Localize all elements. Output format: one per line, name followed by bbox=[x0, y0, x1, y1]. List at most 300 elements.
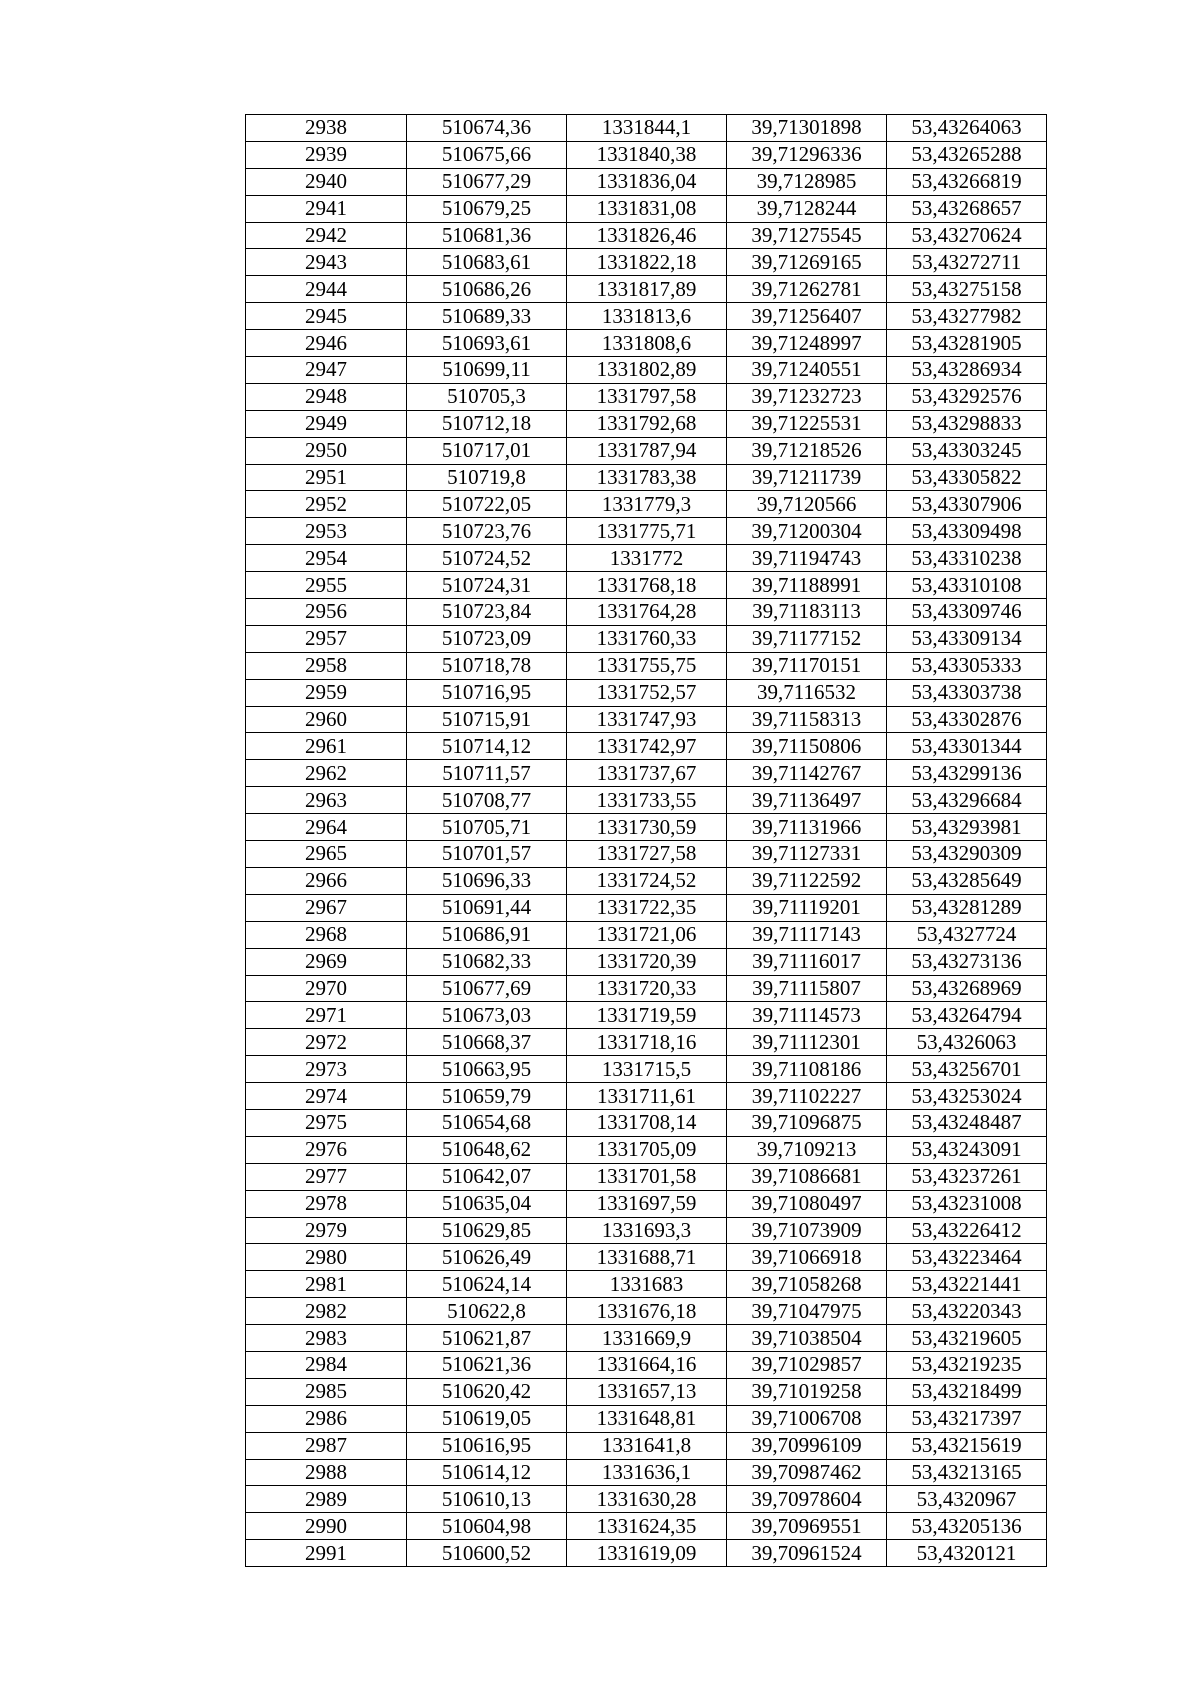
table-row bbox=[246, 948, 1047, 975]
x-coordinate-cell: 510654,68 bbox=[407, 1109, 567, 1136]
y-coordinate-cell: 1331701,58 bbox=[567, 1163, 727, 1190]
longitude-cell: 39,71232723 bbox=[727, 383, 887, 410]
y-coordinate-cell: 1331775,71 bbox=[567, 518, 727, 545]
y-coordinate-cell: 1331808,6 bbox=[567, 330, 727, 357]
x-coordinate-cell: 510616,95 bbox=[407, 1432, 567, 1459]
x-coordinate-cell: 510696,33 bbox=[407, 867, 567, 894]
longitude-cell: 39,71073909 bbox=[727, 1217, 887, 1244]
longitude-cell: 39,71142767 bbox=[727, 760, 887, 787]
latitude-cell: 53,43310238 bbox=[887, 545, 1047, 572]
y-coordinate-cell: 1331792,68 bbox=[567, 410, 727, 437]
longitude-cell: 39,71225531 bbox=[727, 410, 887, 437]
y-coordinate-cell: 1331727,58 bbox=[567, 841, 727, 868]
longitude-cell: 39,7128244 bbox=[727, 195, 887, 222]
table-row bbox=[246, 1190, 1047, 1217]
table-row bbox=[246, 303, 1047, 330]
table-row bbox=[246, 1486, 1047, 1513]
x-coordinate-cell: 510629,85 bbox=[407, 1217, 567, 1244]
point-number-cell: 2977 bbox=[246, 1163, 407, 1190]
latitude-cell: 53,43292576 bbox=[887, 383, 1047, 410]
y-coordinate-cell: 1331722,35 bbox=[567, 894, 727, 921]
y-coordinate-cell: 1331688,71 bbox=[567, 1244, 727, 1271]
table-row bbox=[246, 572, 1047, 599]
longitude-cell: 39,71117143 bbox=[727, 921, 887, 948]
y-coordinate-cell: 1331708,14 bbox=[567, 1109, 727, 1136]
point-number-cell: 2968 bbox=[246, 921, 407, 948]
y-coordinate-cell: 1331657,13 bbox=[567, 1378, 727, 1405]
table-row bbox=[246, 464, 1047, 491]
point-number-cell: 2979 bbox=[246, 1217, 407, 1244]
y-coordinate-cell: 1331711,61 bbox=[567, 1083, 727, 1110]
longitude-cell: 39,71275545 bbox=[727, 222, 887, 249]
point-number-cell: 2958 bbox=[246, 652, 407, 679]
point-number-cell: 2952 bbox=[246, 491, 407, 518]
latitude-cell: 53,43298833 bbox=[887, 410, 1047, 437]
longitude-cell: 39,71177152 bbox=[727, 625, 887, 652]
x-coordinate-cell: 510668,37 bbox=[407, 1029, 567, 1056]
point-number-cell: 2956 bbox=[246, 599, 407, 626]
latitude-cell: 53,43264794 bbox=[887, 1002, 1047, 1029]
table-row bbox=[246, 410, 1047, 437]
y-coordinate-cell: 1331669,9 bbox=[567, 1325, 727, 1352]
longitude-cell: 39,71102227 bbox=[727, 1083, 887, 1110]
point-number-cell: 2987 bbox=[246, 1432, 407, 1459]
x-coordinate-cell: 510723,09 bbox=[407, 625, 567, 652]
latitude-cell: 53,43302876 bbox=[887, 706, 1047, 733]
longitude-cell: 39,70978604 bbox=[727, 1486, 887, 1513]
latitude-cell: 53,43256701 bbox=[887, 1056, 1047, 1083]
table-row bbox=[246, 276, 1047, 303]
y-coordinate-cell: 1331831,08 bbox=[567, 195, 727, 222]
table-row bbox=[246, 1029, 1047, 1056]
table-row bbox=[246, 1217, 1047, 1244]
table-row bbox=[246, 222, 1047, 249]
table-row bbox=[246, 1298, 1047, 1325]
latitude-cell: 53,43277982 bbox=[887, 303, 1047, 330]
latitude-cell: 53,43248487 bbox=[887, 1109, 1047, 1136]
table-row bbox=[246, 1109, 1047, 1136]
latitude-cell: 53,43272711 bbox=[887, 249, 1047, 276]
y-coordinate-cell: 1331697,59 bbox=[567, 1190, 727, 1217]
x-coordinate-cell: 510604,98 bbox=[407, 1513, 567, 1540]
latitude-cell: 53,43218499 bbox=[887, 1378, 1047, 1405]
latitude-cell: 53,43299136 bbox=[887, 760, 1047, 787]
longitude-cell: 39,71296336 bbox=[727, 141, 887, 168]
y-coordinate-cell: 1331630,28 bbox=[567, 1486, 727, 1513]
point-number-cell: 2964 bbox=[246, 814, 407, 841]
table-row bbox=[246, 1136, 1047, 1163]
table-row bbox=[246, 1163, 1047, 1190]
latitude-cell: 53,43231008 bbox=[887, 1190, 1047, 1217]
y-coordinate-cell: 1331737,67 bbox=[567, 760, 727, 787]
point-number-cell: 2942 bbox=[246, 222, 407, 249]
longitude-cell: 39,70961524 bbox=[727, 1540, 887, 1567]
table-row bbox=[246, 1459, 1047, 1486]
y-coordinate-cell: 1331783,38 bbox=[567, 464, 727, 491]
y-coordinate-cell: 1331826,46 bbox=[567, 222, 727, 249]
latitude-cell: 53,43219605 bbox=[887, 1325, 1047, 1352]
latitude-cell: 53,43226412 bbox=[887, 1217, 1047, 1244]
x-coordinate-cell: 510674,36 bbox=[407, 115, 567, 142]
y-coordinate-cell: 1331742,97 bbox=[567, 733, 727, 760]
point-number-cell: 2946 bbox=[246, 330, 407, 357]
y-coordinate-cell: 1331683 bbox=[567, 1271, 727, 1298]
point-number-cell: 2976 bbox=[246, 1136, 407, 1163]
latitude-cell: 53,43253024 bbox=[887, 1083, 1047, 1110]
table-row bbox=[246, 1244, 1047, 1271]
point-number-cell: 2982 bbox=[246, 1298, 407, 1325]
longitude-cell: 39,71112301 bbox=[727, 1029, 887, 1056]
y-coordinate-cell: 1331664,16 bbox=[567, 1351, 727, 1378]
x-coordinate-cell: 510620,42 bbox=[407, 1378, 567, 1405]
latitude-cell: 53,43305333 bbox=[887, 652, 1047, 679]
longitude-cell: 39,71170151 bbox=[727, 652, 887, 679]
point-number-cell: 2961 bbox=[246, 733, 407, 760]
point-number-cell: 2950 bbox=[246, 437, 407, 464]
table-row bbox=[246, 867, 1047, 894]
longitude-cell: 39,71108186 bbox=[727, 1056, 887, 1083]
latitude-cell: 53,43213165 bbox=[887, 1459, 1047, 1486]
x-coordinate-cell: 510614,12 bbox=[407, 1459, 567, 1486]
x-coordinate-cell: 510635,04 bbox=[407, 1190, 567, 1217]
longitude-cell: 39,71158313 bbox=[727, 706, 887, 733]
latitude-cell: 53,43220343 bbox=[887, 1298, 1047, 1325]
latitude-cell: 53,43309498 bbox=[887, 518, 1047, 545]
point-number-cell: 2963 bbox=[246, 787, 407, 814]
point-number-cell: 2973 bbox=[246, 1056, 407, 1083]
point-number-cell: 2957 bbox=[246, 625, 407, 652]
point-number-cell: 2981 bbox=[246, 1271, 407, 1298]
table-row bbox=[246, 814, 1047, 841]
longitude-cell: 39,70996109 bbox=[727, 1432, 887, 1459]
longitude-cell: 39,71114573 bbox=[727, 1002, 887, 1029]
latitude-cell: 53,43205136 bbox=[887, 1513, 1047, 1540]
y-coordinate-cell: 1331720,39 bbox=[567, 948, 727, 975]
x-coordinate-cell: 510681,36 bbox=[407, 222, 567, 249]
x-coordinate-cell: 510622,8 bbox=[407, 1298, 567, 1325]
y-coordinate-cell: 1331624,35 bbox=[567, 1513, 727, 1540]
x-coordinate-cell: 510691,44 bbox=[407, 894, 567, 921]
latitude-cell: 53,43275158 bbox=[887, 276, 1047, 303]
table-row bbox=[246, 894, 1047, 921]
longitude-cell: 39,71262781 bbox=[727, 276, 887, 303]
coordinates-table bbox=[245, 114, 1047, 1567]
table-row bbox=[246, 330, 1047, 357]
x-coordinate-cell: 510619,05 bbox=[407, 1405, 567, 1432]
y-coordinate-cell: 1331720,33 bbox=[567, 975, 727, 1002]
point-number-cell: 2944 bbox=[246, 276, 407, 303]
x-coordinate-cell: 510624,14 bbox=[407, 1271, 567, 1298]
table-row bbox=[246, 706, 1047, 733]
point-number-cell: 2954 bbox=[246, 545, 407, 572]
point-number-cell: 2939 bbox=[246, 141, 407, 168]
x-coordinate-cell: 510648,62 bbox=[407, 1136, 567, 1163]
table-row bbox=[246, 1513, 1047, 1540]
longitude-cell: 39,71218526 bbox=[727, 437, 887, 464]
latitude-cell: 53,43309746 bbox=[887, 599, 1047, 626]
x-coordinate-cell: 510610,13 bbox=[407, 1486, 567, 1513]
latitude-cell: 53,43309134 bbox=[887, 625, 1047, 652]
longitude-cell: 39,71029857 bbox=[727, 1351, 887, 1378]
point-number-cell: 2966 bbox=[246, 867, 407, 894]
longitude-cell: 39,71194743 bbox=[727, 545, 887, 572]
y-coordinate-cell: 1331719,59 bbox=[567, 1002, 727, 1029]
table-row bbox=[246, 1540, 1047, 1567]
point-number-cell: 2978 bbox=[246, 1190, 407, 1217]
x-coordinate-cell: 510723,76 bbox=[407, 518, 567, 545]
y-coordinate-cell: 1331797,58 bbox=[567, 383, 727, 410]
latitude-cell: 53,43293981 bbox=[887, 814, 1047, 841]
point-number-cell: 2984 bbox=[246, 1351, 407, 1378]
longitude-cell: 39,71047975 bbox=[727, 1298, 887, 1325]
point-number-cell: 2972 bbox=[246, 1029, 407, 1056]
point-number-cell: 2970 bbox=[246, 975, 407, 1002]
latitude-cell: 53,43286934 bbox=[887, 357, 1047, 384]
table-row bbox=[246, 545, 1047, 572]
table-row bbox=[246, 168, 1047, 195]
y-coordinate-cell: 1331822,18 bbox=[567, 249, 727, 276]
x-coordinate-cell: 510600,52 bbox=[407, 1540, 567, 1567]
x-coordinate-cell: 510673,03 bbox=[407, 1002, 567, 1029]
y-coordinate-cell: 1331676,18 bbox=[567, 1298, 727, 1325]
x-coordinate-cell: 510722,05 bbox=[407, 491, 567, 518]
table-row bbox=[246, 652, 1047, 679]
x-coordinate-cell: 510714,12 bbox=[407, 733, 567, 760]
longitude-cell: 39,71136497 bbox=[727, 787, 887, 814]
point-number-cell: 2959 bbox=[246, 679, 407, 706]
latitude-cell: 53,43310108 bbox=[887, 572, 1047, 599]
x-coordinate-cell: 510675,66 bbox=[407, 141, 567, 168]
table-row bbox=[246, 383, 1047, 410]
y-coordinate-cell: 1331813,6 bbox=[567, 303, 727, 330]
y-coordinate-cell: 1331840,38 bbox=[567, 141, 727, 168]
x-coordinate-cell: 510705,71 bbox=[407, 814, 567, 841]
longitude-cell: 39,71248997 bbox=[727, 330, 887, 357]
latitude-cell: 53,43305822 bbox=[887, 464, 1047, 491]
y-coordinate-cell: 1331724,52 bbox=[567, 867, 727, 894]
y-coordinate-cell: 1331619,09 bbox=[567, 1540, 727, 1567]
longitude-cell: 39,7128985 bbox=[727, 168, 887, 195]
table-row bbox=[246, 841, 1047, 868]
latitude-cell: 53,43221441 bbox=[887, 1271, 1047, 1298]
table-row bbox=[246, 1056, 1047, 1083]
y-coordinate-cell: 1331648,81 bbox=[567, 1405, 727, 1432]
y-coordinate-cell: 1331747,93 bbox=[567, 706, 727, 733]
longitude-cell: 39,71038504 bbox=[727, 1325, 887, 1352]
latitude-cell: 53,43281905 bbox=[887, 330, 1047, 357]
x-coordinate-cell: 510701,57 bbox=[407, 841, 567, 868]
latitude-cell: 53,43268969 bbox=[887, 975, 1047, 1002]
longitude-cell: 39,70987462 bbox=[727, 1459, 887, 1486]
point-number-cell: 2965 bbox=[246, 841, 407, 868]
x-coordinate-cell: 510717,01 bbox=[407, 437, 567, 464]
latitude-cell: 53,43273136 bbox=[887, 948, 1047, 975]
latitude-cell: 53,43223464 bbox=[887, 1244, 1047, 1271]
y-coordinate-cell: 1331755,75 bbox=[567, 652, 727, 679]
x-coordinate-cell: 510715,91 bbox=[407, 706, 567, 733]
longitude-cell: 39,71006708 bbox=[727, 1405, 887, 1432]
point-number-cell: 2975 bbox=[246, 1109, 407, 1136]
y-coordinate-cell: 1331715,5 bbox=[567, 1056, 727, 1083]
x-coordinate-cell: 510693,61 bbox=[407, 330, 567, 357]
latitude-cell: 53,43301344 bbox=[887, 733, 1047, 760]
y-coordinate-cell: 1331779,3 bbox=[567, 491, 727, 518]
table-row bbox=[246, 599, 1047, 626]
coordinates-table-body bbox=[246, 115, 1047, 1567]
x-coordinate-cell: 510711,57 bbox=[407, 760, 567, 787]
longitude-cell: 39,71080497 bbox=[727, 1190, 887, 1217]
table-row bbox=[246, 115, 1047, 142]
table-row bbox=[246, 1432, 1047, 1459]
latitude-cell: 53,43237261 bbox=[887, 1163, 1047, 1190]
point-number-cell: 2941 bbox=[246, 195, 407, 222]
longitude-cell: 39,71019258 bbox=[727, 1378, 887, 1405]
x-coordinate-cell: 510682,33 bbox=[407, 948, 567, 975]
point-number-cell: 2985 bbox=[246, 1378, 407, 1405]
x-coordinate-cell: 510642,07 bbox=[407, 1163, 567, 1190]
x-coordinate-cell: 510689,33 bbox=[407, 303, 567, 330]
x-coordinate-cell: 510677,69 bbox=[407, 975, 567, 1002]
latitude-cell: 53,43296684 bbox=[887, 787, 1047, 814]
longitude-cell: 39,71086681 bbox=[727, 1163, 887, 1190]
x-coordinate-cell: 510659,79 bbox=[407, 1083, 567, 1110]
table-row bbox=[246, 491, 1047, 518]
latitude-cell: 53,43303738 bbox=[887, 679, 1047, 706]
longitude-cell: 39,7116532 bbox=[727, 679, 887, 706]
latitude-cell: 53,43285649 bbox=[887, 867, 1047, 894]
y-coordinate-cell: 1331718,16 bbox=[567, 1029, 727, 1056]
latitude-cell: 53,43281289 bbox=[887, 894, 1047, 921]
point-number-cell: 2947 bbox=[246, 357, 407, 384]
table-row bbox=[246, 1083, 1047, 1110]
longitude-cell: 39,71131966 bbox=[727, 814, 887, 841]
longitude-cell: 39,71122592 bbox=[727, 867, 887, 894]
point-number-cell: 2962 bbox=[246, 760, 407, 787]
latitude-cell: 53,43270624 bbox=[887, 222, 1047, 249]
x-coordinate-cell: 510724,52 bbox=[407, 545, 567, 572]
point-number-cell: 2989 bbox=[246, 1486, 407, 1513]
latitude-cell: 53,43215619 bbox=[887, 1432, 1047, 1459]
point-number-cell: 2948 bbox=[246, 383, 407, 410]
point-number-cell: 2967 bbox=[246, 894, 407, 921]
x-coordinate-cell: 510677,29 bbox=[407, 168, 567, 195]
x-coordinate-cell: 510699,11 bbox=[407, 357, 567, 384]
y-coordinate-cell: 1331772 bbox=[567, 545, 727, 572]
point-number-cell: 2971 bbox=[246, 1002, 407, 1029]
point-number-cell: 2938 bbox=[246, 115, 407, 142]
latitude-cell: 53,43290309 bbox=[887, 841, 1047, 868]
latitude-cell: 53,43219235 bbox=[887, 1351, 1047, 1378]
table-row bbox=[246, 679, 1047, 706]
longitude-cell: 39,71200304 bbox=[727, 518, 887, 545]
longitude-cell: 39,71183113 bbox=[727, 599, 887, 626]
x-coordinate-cell: 510679,25 bbox=[407, 195, 567, 222]
x-coordinate-cell: 510663,95 bbox=[407, 1056, 567, 1083]
x-coordinate-cell: 510724,31 bbox=[407, 572, 567, 599]
point-number-cell: 2960 bbox=[246, 706, 407, 733]
point-number-cell: 2983 bbox=[246, 1325, 407, 1352]
longitude-cell: 39,71115807 bbox=[727, 975, 887, 1002]
x-coordinate-cell: 510723,84 bbox=[407, 599, 567, 626]
longitude-cell: 39,71269165 bbox=[727, 249, 887, 276]
table-row bbox=[246, 1325, 1047, 1352]
table-row bbox=[246, 357, 1047, 384]
point-number-cell: 2945 bbox=[246, 303, 407, 330]
longitude-cell: 39,71058268 bbox=[727, 1271, 887, 1298]
point-number-cell: 2953 bbox=[246, 518, 407, 545]
longitude-cell: 39,71119201 bbox=[727, 894, 887, 921]
point-number-cell: 2974 bbox=[246, 1083, 407, 1110]
x-coordinate-cell: 510621,36 bbox=[407, 1351, 567, 1378]
longitude-cell: 39,71116017 bbox=[727, 948, 887, 975]
point-number-cell: 2990 bbox=[246, 1513, 407, 1540]
x-coordinate-cell: 510686,26 bbox=[407, 276, 567, 303]
longitude-cell: 39,71301898 bbox=[727, 115, 887, 142]
latitude-cell: 53,43217397 bbox=[887, 1405, 1047, 1432]
table-row bbox=[246, 1002, 1047, 1029]
y-coordinate-cell: 1331836,04 bbox=[567, 168, 727, 195]
longitude-cell: 39,71211739 bbox=[727, 464, 887, 491]
point-number-cell: 2969 bbox=[246, 948, 407, 975]
y-coordinate-cell: 1331693,3 bbox=[567, 1217, 727, 1244]
latitude-cell: 53,43265288 bbox=[887, 141, 1047, 168]
y-coordinate-cell: 1331764,28 bbox=[567, 599, 727, 626]
y-coordinate-cell: 1331730,59 bbox=[567, 814, 727, 841]
latitude-cell: 53,43307906 bbox=[887, 491, 1047, 518]
table-row bbox=[246, 733, 1047, 760]
y-coordinate-cell: 1331733,55 bbox=[567, 787, 727, 814]
longitude-cell: 39,71256407 bbox=[727, 303, 887, 330]
x-coordinate-cell: 510626,49 bbox=[407, 1244, 567, 1271]
point-number-cell: 2980 bbox=[246, 1244, 407, 1271]
point-number-cell: 2943 bbox=[246, 249, 407, 276]
y-coordinate-cell: 1331752,57 bbox=[567, 679, 727, 706]
table-row bbox=[246, 625, 1047, 652]
y-coordinate-cell: 1331641,8 bbox=[567, 1432, 727, 1459]
latitude-cell: 53,4320121 bbox=[887, 1540, 1047, 1567]
longitude-cell: 39,71066918 bbox=[727, 1244, 887, 1271]
longitude-cell: 39,71188991 bbox=[727, 572, 887, 599]
x-coordinate-cell: 510686,91 bbox=[407, 921, 567, 948]
y-coordinate-cell: 1331768,18 bbox=[567, 572, 727, 599]
table-row bbox=[246, 787, 1047, 814]
point-number-cell: 2991 bbox=[246, 1540, 407, 1567]
y-coordinate-cell: 1331760,33 bbox=[567, 625, 727, 652]
x-coordinate-cell: 510621,87 bbox=[407, 1325, 567, 1352]
table-row bbox=[246, 921, 1047, 948]
latitude-cell: 53,4326063 bbox=[887, 1029, 1047, 1056]
latitude-cell: 53,43266819 bbox=[887, 168, 1047, 195]
y-coordinate-cell: 1331721,06 bbox=[567, 921, 727, 948]
table-row bbox=[246, 1378, 1047, 1405]
latitude-cell: 53,43264063 bbox=[887, 115, 1047, 142]
latitude-cell: 53,4327724 bbox=[887, 921, 1047, 948]
point-number-cell: 2986 bbox=[246, 1405, 407, 1432]
longitude-cell: 39,7120566 bbox=[727, 491, 887, 518]
table-row bbox=[246, 195, 1047, 222]
longitude-cell: 39,70969551 bbox=[727, 1513, 887, 1540]
point-number-cell: 2940 bbox=[246, 168, 407, 195]
table-row bbox=[246, 518, 1047, 545]
y-coordinate-cell: 1331844,1 bbox=[567, 115, 727, 142]
longitude-cell: 39,71127331 bbox=[727, 841, 887, 868]
longitude-cell: 39,7109213 bbox=[727, 1136, 887, 1163]
x-coordinate-cell: 510683,61 bbox=[407, 249, 567, 276]
table-row bbox=[246, 437, 1047, 464]
table-row bbox=[246, 975, 1047, 1002]
y-coordinate-cell: 1331817,89 bbox=[567, 276, 727, 303]
longitude-cell: 39,71150806 bbox=[727, 733, 887, 760]
